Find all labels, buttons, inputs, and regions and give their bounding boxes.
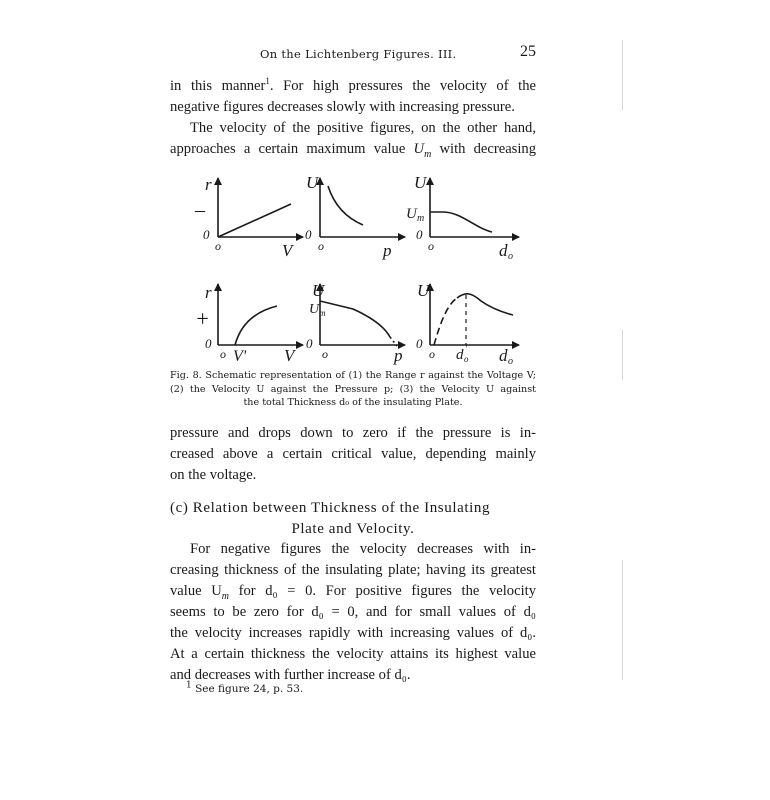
label-d0prime: d [456,347,464,363]
plot1-curve [218,204,291,237]
label-V: V [284,346,295,365]
paragraph-2 [170,118,536,160]
text-line: creased above a certain critical value, depending mainly [170,446,536,462]
text-line: At a certain thickness the velocity attains its highest value [170,646,536,662]
label-origin-zero: 0 [203,227,210,242]
sign-positive: + [195,306,210,331]
label-U: U [417,281,430,300]
label-origin-o: o [318,239,324,253]
scan-edge-mark [622,330,623,380]
label-origin-o: o [220,347,226,361]
text-line: negative figures decreases slowly with increasing pressure. [170,99,515,115]
label-d0-sub: o [508,356,513,367]
footnote-text: See figure 24, p. 53. [195,683,304,695]
label-Um: U [406,206,417,222]
text-line: seems to be zero for d₀ = 0, and for small values of d₀ [170,604,536,620]
plot3-curve [430,212,492,232]
label-origin-zero: 0 [306,336,313,351]
sign-negative: – [195,199,205,221]
label-d0-sub: o [508,251,513,262]
plot5-curve [320,301,390,337]
schematic-plots [185,168,535,368]
footnote-mark: 1 [186,680,192,691]
text-line: approaches a certain maximum value $U_m$ with decreasing [170,141,536,160]
label-d0: d [499,241,508,260]
figure-8 [185,168,535,368]
label-d0prime-sub: o [464,354,469,364]
label-Um: U [309,302,320,317]
label-Um-sub: m [417,213,425,224]
label-U: U [414,173,427,192]
label-d0: d [499,346,508,365]
scan-edge-mark [622,40,623,110]
text-line: pressure and drops down to zero if the pressure is in- [170,425,536,441]
paragraph-3 [170,423,536,486]
label-origin-zero: 0 [305,227,312,242]
label-p: p [394,346,403,365]
text-line: The velocity of the positive figures, on the other hand, [190,120,536,136]
text-line: value $U_m$ for d₀ = 0. For positive figures the velocity [170,583,536,602]
plot6-curve-dashed [434,298,457,345]
label-origin-zero: 0 [416,227,423,242]
label-p: p [383,241,392,260]
caption-line: Fig. 8. Schematic representation of (1) the Range r against the Voltage V; [170,370,536,381]
heading-line: Plate and Velocity. [291,521,415,537]
label-origin-o: o [322,347,328,361]
paragraph-4 [170,539,536,686]
figure-caption [170,369,536,410]
label-origin-o: o [428,239,434,253]
label-Vprime: V' [233,348,247,365]
label-r: r [205,283,212,302]
label-origin-zero: 0 [205,336,212,351]
text-line: the velocity increases rapidly with increasing values of d₀. [170,625,536,641]
label-U: U [312,281,325,300]
label-Um-sub: m [319,308,326,318]
page-number: 25 [520,43,536,60]
label-origin-o: o [215,239,221,253]
caption-line: (2) the Velocity U against the Pressure p; (3) the Velocity U against [170,383,536,395]
plot4-curve [235,306,277,345]
section-heading [170,498,536,540]
caption-line: the total Thickness d₀ of the insulating Plate. [243,397,463,408]
label-d0prime-prime: ' [465,344,468,355]
heading-line: (c) Relation between Thickness of the Insulating [170,500,491,516]
footnote [186,680,304,695]
label-origin-o: o [429,347,435,361]
scan-edge-mark [622,560,623,680]
plot2-curve [328,186,363,225]
text-line: and decreases with further increase of d₀. [170,667,411,683]
label-V: V [282,241,293,260]
text-line: in this manner$^1$. For high pressures the velocity of the [170,76,536,94]
text-line: creasing thickness of the insulating plate; having its greatest [170,562,536,578]
label-r: r [205,175,212,194]
label-origin-zero: 0 [416,336,423,351]
label-U: U [306,173,319,192]
text-line: on the voltage. [170,467,257,483]
paragraph-1 [170,76,536,118]
running-title: On the Lichtenberg Figures. III. [260,47,457,61]
text-line: For negative figures the velocity decreases with in- [190,541,536,557]
